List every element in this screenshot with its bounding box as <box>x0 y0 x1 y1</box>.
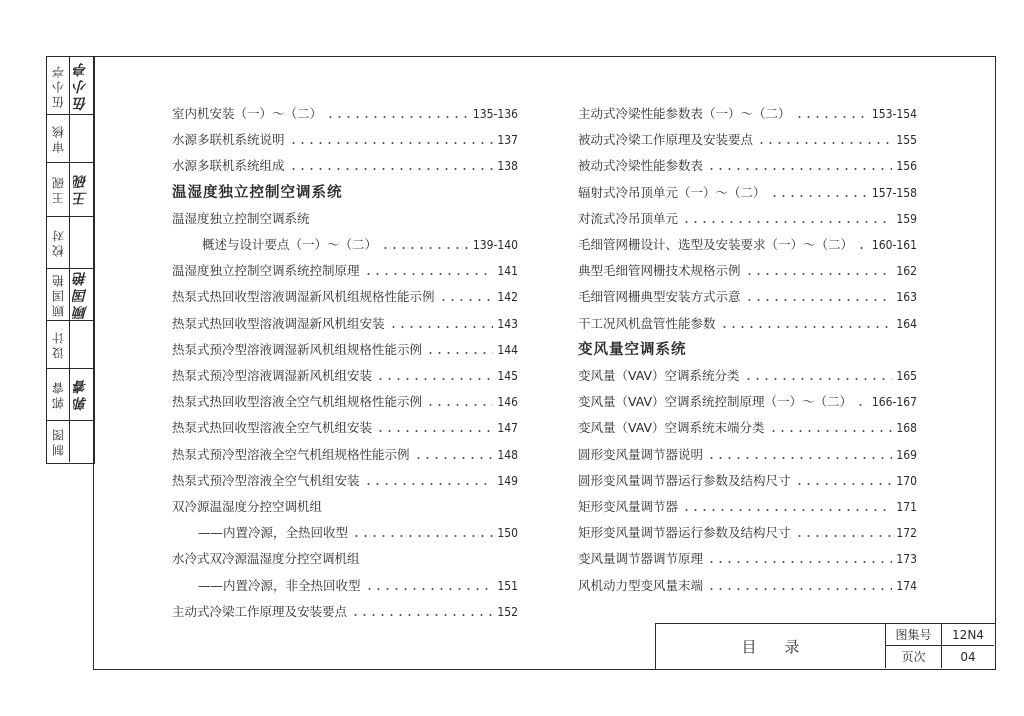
toc-entry-title: 热泵式热回收型溶液全空气机组规格性能示例 <box>172 394 423 410</box>
toc-entry-title: 对流式冷吊顶单元 <box>578 210 679 226</box>
title-block <box>655 623 996 670</box>
leader-dots <box>351 614 493 616</box>
toc-page-number: 148 <box>497 447 518 462</box>
leader-dots <box>795 116 868 118</box>
signature <box>69 321 93 368</box>
leader-dots <box>707 168 892 170</box>
signature-strip <box>46 56 95 464</box>
toc-entry-title: 变风量调节器调节原理 <box>578 551 704 567</box>
toc-page-number: 156 <box>896 159 917 174</box>
toc-entry-title: 热泵式热回收型溶液调湿新风机组安装 <box>172 315 385 331</box>
toc-page-number: 164 <box>896 316 917 331</box>
signature <box>69 217 93 268</box>
signature: 王砚 <box>73 172 89 207</box>
toc-entry <box>172 286 518 308</box>
toc-entry <box>172 103 518 125</box>
leader-dots <box>326 116 469 118</box>
role-label: 顾国艳 <box>47 269 70 320</box>
toc-entry <box>172 365 518 387</box>
toc-entry <box>172 601 518 623</box>
leader-dots <box>769 430 893 432</box>
toc-page-number: 138 <box>497 159 518 174</box>
toc-page-number: 152 <box>497 604 518 619</box>
toc-entry <box>172 496 518 518</box>
toc-entry-title: 被动式冷梁工作原理及安装要点 <box>578 132 754 148</box>
toc-entry-title: 变风量（VAV）空调系统控制原理（一）～（二） <box>578 394 853 410</box>
leader-dots <box>682 221 892 223</box>
role-label: 校对 <box>47 217 70 268</box>
toc-entry <box>578 286 917 308</box>
leader-dots <box>856 404 868 406</box>
toc-entry <box>172 208 518 230</box>
toc-entry-title: ——内置冷源，全热回收型 <box>198 525 349 541</box>
toc-entry-title: 温湿度独立控制空调系统 <box>172 210 310 226</box>
role-label: 郭睿 <box>47 369 70 420</box>
role-label: 审核 <box>47 115 70 162</box>
toc-entry-title: 风机动力型变风量末端 <box>578 577 704 593</box>
toc-entry <box>172 313 518 335</box>
toc-entry-title: 热泵式热回收型溶液调湿新风机组规格性能示例 <box>172 289 435 305</box>
toc-entry <box>198 522 518 544</box>
toc-entry <box>578 313 917 335</box>
toc-entry-title: 辐射式冷吊顶单元（一）～（二） <box>578 184 766 200</box>
toc-page-number: 169 <box>896 447 917 462</box>
toc-page-number: 143 <box>497 316 518 331</box>
toc-entry <box>578 470 917 492</box>
toc-page-number: 165 <box>896 369 917 383</box>
toc-section-heading <box>578 339 917 361</box>
toc-page-number: 139-140 <box>472 238 518 252</box>
toc-page-number: 173 <box>896 552 917 567</box>
toc-entry-title: 双冷源温湿度分控空调机组 <box>172 499 323 514</box>
toc-page-number: 147 <box>497 421 518 436</box>
toc-entry-title: 圆形变风量调节器运行参数及结构尺寸 <box>578 472 791 488</box>
toc-entry <box>172 470 518 492</box>
toc-page-number: 162 <box>896 264 917 279</box>
toc-page-number: 174 <box>896 578 917 593</box>
toc-page-number: 145 <box>497 369 518 383</box>
sig-cell-5 <box>47 269 93 321</box>
role-label: 制图 <box>47 421 70 462</box>
toc-entry-title: 热泵式热回收型溶液全空气机组安装 <box>172 420 373 436</box>
toc-entry-title: 矩形变风量调节器 <box>578 499 679 514</box>
toc-page-number: 163 <box>896 290 917 305</box>
toc-entry <box>172 155 518 177</box>
toc-entry-title: 圆形变风量调节器说明 <box>578 446 704 462</box>
toc-section-heading <box>172 182 518 204</box>
signature: 顾国艳 <box>73 269 89 320</box>
toc-entry <box>578 391 917 413</box>
document-title: 目录 <box>656 624 886 668</box>
toc-page-number: 135-136 <box>472 107 518 121</box>
toc-page-number: 151 <box>497 578 518 593</box>
toc-entry <box>578 208 917 230</box>
leader-dots <box>757 142 892 144</box>
leader-dots <box>376 378 493 380</box>
role-label: 伍小亭 <box>47 57 70 114</box>
leader-dots <box>770 195 868 197</box>
toc-page-number: 170 <box>896 473 917 488</box>
sig-cell-2 <box>47 115 93 163</box>
sig-cell-7 <box>47 369 93 421</box>
toc-entry-title: 被动式冷梁性能参数表 <box>578 158 704 174</box>
toc-page-number: 149 <box>497 473 518 488</box>
page-number-value: 04 <box>960 650 976 664</box>
leader-dots <box>365 588 494 590</box>
toc-page-number: 172 <box>896 526 917 541</box>
toc-page-number: 141 <box>497 264 518 279</box>
toc-entry-title: 概述与设计要点（一）～（二） <box>202 237 378 252</box>
toc-entry-title: 热泵式预冷型溶液全空气机组规格性能示例 <box>172 446 410 462</box>
toc-entry-title: 热泵式预冷型溶液调湿新风机组安装 <box>172 368 373 383</box>
leader-dots <box>744 378 893 380</box>
toc-entry-title: 变风量（VAV）空调系统分类 <box>578 368 740 383</box>
sig-cell-8 <box>47 421 93 462</box>
toc-entry-title: 毛细管网栅设计、选型及安装要求（一）～（二） <box>578 237 854 252</box>
toc-entry <box>578 444 917 466</box>
toc-page-number: 157-158 <box>871 185 917 200</box>
leader-dots <box>720 326 893 328</box>
leader-dots <box>682 509 892 511</box>
toc-entry-title: 热泵式预冷型溶液调湿新风机组规格性能示例 <box>172 341 423 357</box>
toc-entry <box>172 339 518 361</box>
signature: 郭睿 <box>73 377 89 412</box>
toc-page-number: 168 <box>896 421 917 436</box>
toc-entry <box>172 129 518 151</box>
toc-entry-title: 典型毛细管网栅技术规格示例 <box>578 263 741 279</box>
leader-dots <box>795 483 893 485</box>
toc-page-number: 166-167 <box>871 395 917 410</box>
leader-dots <box>439 299 494 301</box>
toc-entry <box>578 103 917 125</box>
role-label: 王砚 <box>47 163 70 216</box>
page-number-label: 页次 <box>886 646 942 668</box>
toc-entry-title: ——内置冷源，非全热回收型 <box>198 577 361 593</box>
sig-cell-4 <box>47 217 93 269</box>
role-label: 设计 <box>47 321 70 368</box>
leader-dots <box>707 588 892 590</box>
leader-dots <box>289 142 494 144</box>
leader-dots <box>857 247 868 249</box>
toc-entry-title: 变风量（VAV）空调系统末端分类 <box>578 420 765 436</box>
toc-page-number: 137 <box>497 133 518 148</box>
toc-entry <box>578 155 917 177</box>
toc-entry-title: 水冷式双冷源温湿度分控空调机组 <box>172 551 360 567</box>
toc-entry <box>578 182 917 204</box>
toc-entry <box>578 417 917 439</box>
toc-entry-title: 主动式冷梁性能参数表（一）～（二） <box>578 106 791 121</box>
toc-entry <box>172 417 518 439</box>
signature <box>69 421 93 462</box>
toc-entry <box>578 234 917 256</box>
toc-entry-title: 温湿度独立控制空调系统控制原理 <box>172 263 360 279</box>
toc-entry-title: 室内机安装（一）～（二） <box>172 106 323 121</box>
toc-entry <box>578 129 917 151</box>
toc-entry <box>578 496 917 518</box>
sig-cell-1 <box>47 57 93 115</box>
toc-entry-title: 矩形变风量调节器运行参数及结构尺寸 <box>578 525 791 541</box>
toc-entry <box>172 444 518 466</box>
atlas-number-value: 12N4 <box>942 624 994 646</box>
toc-page-number: 146 <box>497 395 518 410</box>
toc-entry <box>172 260 518 282</box>
leader-dots <box>707 561 892 563</box>
leader-dots <box>426 404 493 406</box>
leader-dots <box>745 299 893 301</box>
leader-dots <box>707 457 892 459</box>
leader-dots <box>364 273 494 275</box>
leader-dots <box>352 535 493 537</box>
leader-dots <box>745 273 893 275</box>
toc-entry-title: 变风量空调系统 <box>578 341 687 358</box>
toc-entry-title: 热泵式预冷型溶液全空气机组安装 <box>172 472 360 488</box>
toc-page-number: 150 <box>497 526 518 541</box>
toc-page-number: 142 <box>497 290 518 305</box>
toc-entry <box>198 575 518 597</box>
toc-entry-title: 干工况风机盘管性能参数 <box>578 315 716 331</box>
toc-page-number: 171 <box>896 500 917 514</box>
toc-entry <box>172 391 518 413</box>
leader-dots <box>289 168 494 170</box>
toc-entry-title: 温湿度独立控制空调系统 <box>172 184 343 201</box>
toc-page-number: 159 <box>896 211 917 226</box>
toc-entry <box>202 234 518 256</box>
toc-entry <box>578 522 917 544</box>
leader-dots <box>389 326 494 328</box>
toc-entry-title: 主动式冷梁工作原理及安装要点 <box>172 603 348 619</box>
signature: 伍小亭 <box>73 60 89 111</box>
toc-entry <box>578 365 917 387</box>
toc-page-number: 155 <box>896 133 917 148</box>
toc-entry-title: 毛细管网栅典型安装方式示意 <box>578 289 741 305</box>
sig-cell-6 <box>47 321 93 369</box>
leader-dots <box>381 247 469 249</box>
leader-dots <box>376 430 493 432</box>
toc-entry-title: 水源多联机系统组成 <box>172 158 285 174</box>
toc-entry <box>172 548 518 570</box>
leader-dots <box>426 352 493 354</box>
leader-dots <box>795 535 893 537</box>
toc-page-number: 153-154 <box>871 107 917 121</box>
toc-entry <box>578 260 917 282</box>
toc-page-number: 144 <box>497 342 518 357</box>
toc-entry <box>578 548 917 570</box>
leader-dots <box>364 483 494 485</box>
sig-cell-3 <box>47 163 93 217</box>
leader-dots <box>414 457 494 459</box>
toc-entry <box>578 575 917 597</box>
toc-page-number: 160-161 <box>871 238 917 252</box>
toc-entry-title: 水源多联机系统说明 <box>172 132 285 148</box>
atlas-number-label: 图集号 <box>886 624 942 646</box>
signature <box>69 115 93 162</box>
